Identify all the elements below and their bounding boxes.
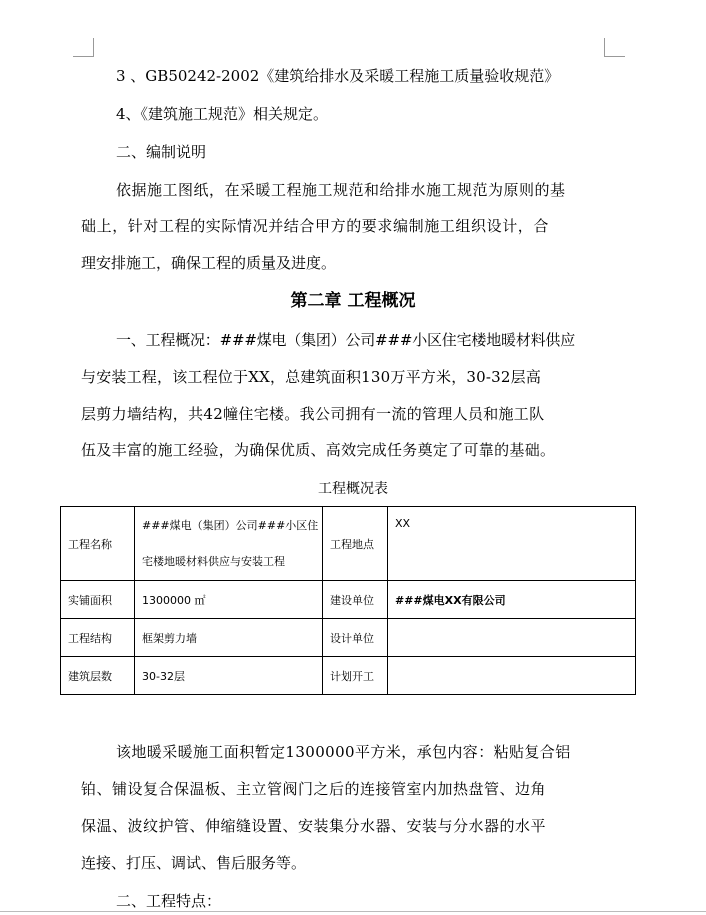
table-value-cell: 1300000 ㎡ [135, 581, 323, 619]
scope-paragraph-line: 该地暖采暖施工面积暂定1300000平方米，承包内容：粘贴复合铝 [116, 743, 571, 761]
table-value-cell: ###煤电XX有限公司 [388, 581, 636, 619]
overview-paragraph-line: 一、工程概况：###煤电（集团）公司###小区住宅楼地暖材料供应 [116, 331, 576, 349]
compile-paragraph-line: 理安排施工，确保工程的质量及进度。 [81, 254, 337, 272]
table-row [61, 657, 636, 695]
compile-paragraph-line: 依据施工图纸，在采暖工程施工规范和给排水施工规范为原则的基 [116, 181, 566, 199]
reference-item-4: 4、《建筑施工规范》相关规定。 [116, 105, 329, 123]
compile-paragraph-line: 础上，针对工程的实际情况并结合甲方的要求编制施工组织设计，合 [81, 217, 550, 235]
table-label-cell: 计划开工 [323, 657, 388, 695]
scope-paragraph-line: 连接、打压、调试、售后服务等。 [81, 854, 307, 872]
table-value-cell [135, 507, 323, 581]
page-bottom-edge [0, 911, 706, 912]
reference-item-3: 3 、GB50242-2002《建筑给排水及采暖工程施工质量验收规范》 [116, 67, 560, 85]
table-row [61, 619, 636, 657]
table-value-line: ###煤电（集团）公司###小区住 [142, 518, 319, 532]
overview-paragraph-line: 层剪力墙结构，共42幢住宅楼。我公司拥有一流的管理人员和施工队 [81, 405, 545, 423]
section-heading-features: 二、工程特点： [116, 892, 222, 910]
scope-paragraph-line: 铂、铺设复合保温板、主立管阀门之后的连接管室内加热盘管、边角 [81, 780, 547, 798]
table-label-cell: 工程地点 [323, 507, 388, 581]
table-value-cell: 框架剪力墙 [135, 619, 323, 657]
table-value-cell [388, 657, 636, 695]
table-value-cell [388, 619, 636, 657]
table-label-cell: 设计单位 [323, 619, 388, 657]
page-corner-mark-top-left [73, 38, 94, 57]
page-corner-mark-top-right [604, 38, 625, 57]
table-value-line: 宅楼地暖材料供应与安装工程 [142, 554, 285, 568]
table-label-cell: 工程结构 [61, 619, 135, 657]
overview-paragraph-line: 与安装工程，该工程位于XX，总建筑面积130万平方米，30-32层高 [81, 368, 542, 386]
table-caption: 工程概况表 [318, 481, 388, 497]
table-label-cell: 工程名称 [61, 507, 135, 581]
table-value-cell: XX [388, 507, 636, 581]
table-label-cell: 实铺面积 [61, 581, 135, 619]
section-heading-compile: 二、编制说明 [116, 143, 207, 161]
overview-paragraph-line: 伍及丰富的施工经验，为确保优质、高效完成任务奠定了可靠的基础。 [81, 441, 556, 459]
project-overview-table [60, 506, 636, 695]
table-value-cell: 30-32层 [135, 657, 323, 695]
table-row [61, 581, 636, 619]
table-label-cell: 建设单位 [323, 581, 388, 619]
table-label-cell: 建筑层数 [61, 657, 135, 695]
table-row [61, 507, 636, 581]
scope-paragraph-line: 保温、波纹护管、伸缩缝设置、安装集分水器、安装与分水器的水平 [81, 817, 547, 835]
chapter-title: 第二章 工程概况 [290, 291, 416, 311]
